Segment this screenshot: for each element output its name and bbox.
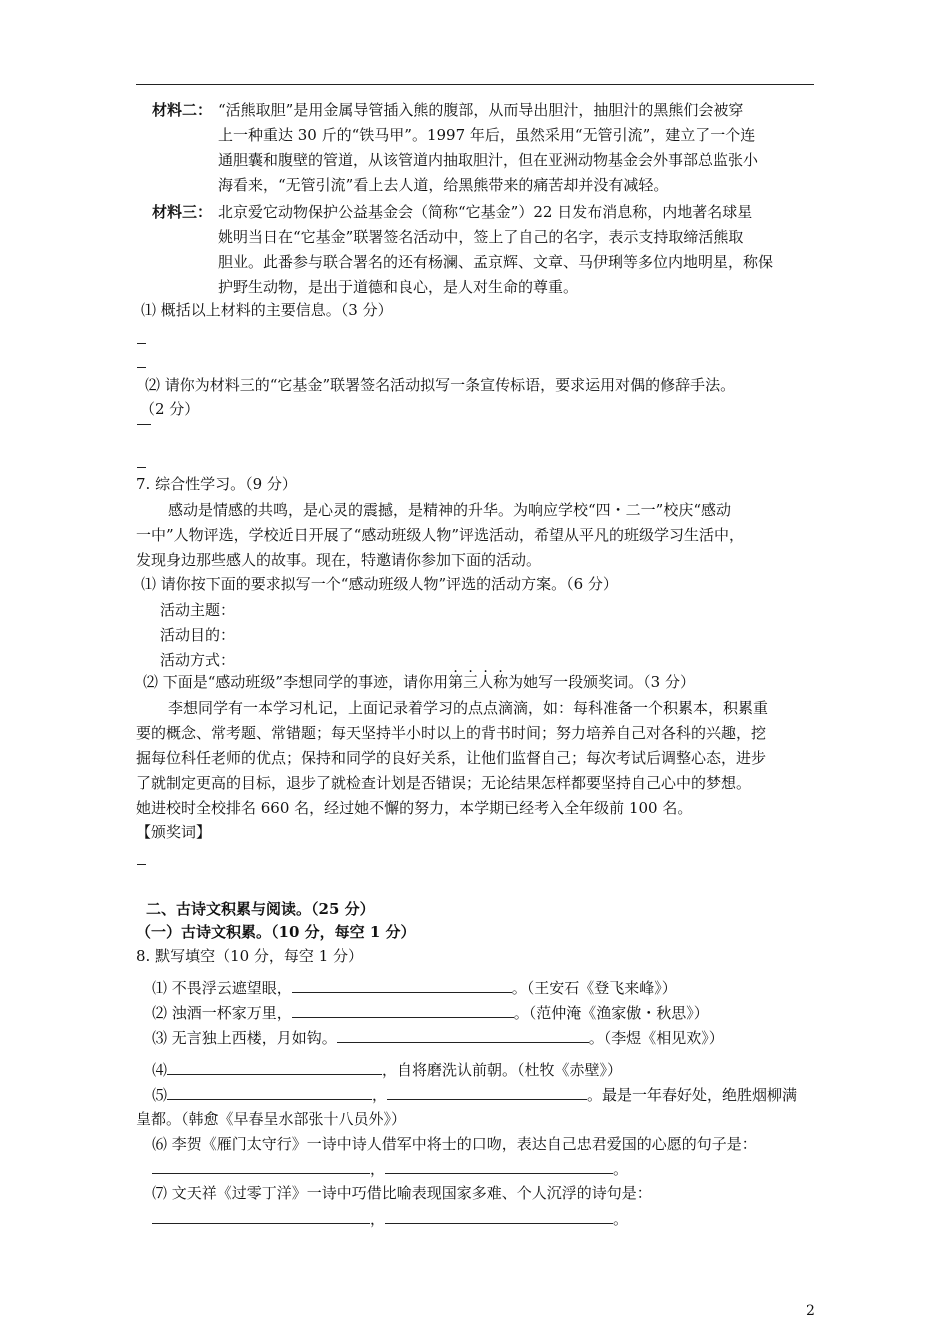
fill-item-6: ⑹ 李贺《雁门太守行》一诗中诗人借军中将士的口吻，表达自己忠君爱国的心愿的句子是： — [152, 1135, 757, 1153]
material2-label: 材料二： — [152, 101, 213, 119]
blank[interactable] — [152, 1209, 370, 1224]
q7-sub2-pre: ⑵ 下面是“感动班级”李想同学的事迹，请你用 — [143, 673, 449, 691]
answer-dash — [137, 367, 146, 368]
q7-sub2-post: 为她写一段颁奖词。（3 分） — [508, 673, 695, 691]
fill-item-4: ⑷ ，自将磨洗认前朝。（杜牧《赤壁》） — [152, 1061, 623, 1079]
q7-sub2-emphasis — [448, 673, 508, 691]
fill-item-6-blanks: ， 。 — [152, 1159, 628, 1179]
fill-item-7: ⑺ 文天祥《过零丁洋》一诗中巧借比喻表现国家多难、个人沉浮的诗句是： — [152, 1184, 652, 1202]
material2-line-4: 海看来，“无管引流”看上去人道，给黑熊带来的痛苦却并没有减轻。 — [218, 176, 669, 194]
q7-sub1: ⑴ 请你按下面的要求拟写一个“感动班级人物”评选的活动方案。（6 分） — [141, 575, 618, 593]
answer-dash — [137, 343, 146, 344]
blank[interactable] — [292, 1003, 514, 1018]
fill-item-3: ⑶ 无言独上西楼，月如钩。 。（李煜《相见欢》） — [152, 1029, 724, 1047]
answer-dash — [137, 864, 146, 865]
fill-item-7-blanks: ， 。 — [152, 1209, 628, 1229]
header-rule — [136, 84, 814, 85]
material2-line-2: 上一种重达 30 斤的“铁马甲”。1997 年后，虽然采用“无管引流”，建立了一个连 — [218, 126, 756, 144]
q7-intro-2: 一中”人物评选，学校近日开展了“感动班级人物”评选活动，希望从平凡的班级学习生活中， — [136, 526, 745, 544]
emphasis-char: 第 — [448, 673, 464, 691]
blank[interactable] — [387, 1085, 587, 1100]
q6-1: ⑴ 概括以上材料的主要信息。（3 分） — [141, 301, 393, 319]
material3-label: 材料三： — [152, 203, 213, 221]
material2-line-1: “活熊取胆”是用金属导管插入熊的腹部，从而导出胆汁，抽胆汁的黑熊们会被穿 — [218, 101, 744, 119]
section2-sub: （一）古诗文积累。（10 分，每空 1 分） — [136, 923, 416, 941]
answer-dash — [137, 424, 151, 425]
activity-method: 活动方式： — [160, 651, 236, 669]
fill-item-5-line2: 皇都。（韩愈《早春呈水部张十八员外》） — [136, 1110, 407, 1128]
page-number: 2 — [806, 1303, 815, 1319]
emphasis-char: 称 — [493, 673, 509, 691]
material2-line-3: 通胆囊和腹壁的管道，从该管道内抽取胆汁，但在亚洲动物基金会外事部总监张小 — [218, 151, 759, 169]
q6-2: ⑵ 请你为材料三的“它基金”联署签名活动拟写一条宣传标语，要求运用对偶的修辞手法。 — [145, 376, 736, 394]
emphasis-char: 人 — [478, 673, 494, 691]
blank[interactable] — [152, 1159, 370, 1174]
blank[interactable] — [167, 1085, 372, 1100]
award-label: 【颁奖词】 — [136, 823, 212, 841]
fill-item-2: ⑵ 浊酒一杯家万里， 。（范仲淹《渔家傲・秋思》） — [152, 1004, 709, 1022]
q8-title: 8. 默写填空（10 分，每空 1 分） — [136, 947, 364, 965]
material3-line-1: 北京爱它动物保护公益基金会（简称“它基金”）22 日发布消息称，内地著名球星 — [218, 203, 753, 221]
fill-item-5: ⑸ ， 。最是一年春好处，绝胜烟柳满 — [152, 1086, 798, 1104]
blank[interactable] — [385, 1209, 613, 1224]
q7-sub2 — [143, 672, 695, 692]
fill-item-1: ⑴ 不畏浮云遮望眼， 。（王安石《登飞来峰》） — [152, 979, 677, 997]
story-line-5: 她进校时全校排名 660 名，经过她不懈的努力，本学期已经考入全年级前 100 名。 — [136, 799, 693, 817]
activity-purpose: 活动目的： — [160, 626, 236, 644]
material3-line-3: 胆业。此番参与联合署名的还有杨澜、孟京辉、文章、马伊琍等多位内地明星，称保 — [218, 253, 774, 271]
q7-title: 7. 综合性学习。（9 分） — [136, 475, 297, 493]
story-line-2: 要的概念、常考题、常错题；每天坚持半小时以上的背书时间；努力培养自己对各科的兴趣，挖 — [136, 724, 767, 742]
story-line-1: 李想同学有一本学习札记，上面记录着学习的点点滴滴，如：每科准备一个积累本，积累重 — [168, 699, 769, 717]
blank[interactable] — [167, 1060, 382, 1075]
q7-intro-1: 感动是情感的共鸣，是心灵的震撼，是精神的升华。为响应学校“四・二一”校庆“感动 — [168, 501, 732, 519]
emphasis-char: 三 — [463, 673, 479, 691]
story-line-4: 了就制定更高的目标，退步了就检查计划是否错误；无论结果怎样都要坚持自己心中的梦想。 — [136, 774, 752, 792]
section2-title: 二、古诗文积累与阅读。（25 分） — [146, 900, 375, 918]
q7-intro-3: 发现身边那些感人的故事。现在，特邀请你参加下面的活动。 — [136, 551, 542, 569]
activity-theme: 活动主题： — [160, 601, 236, 619]
blank[interactable] — [385, 1159, 613, 1174]
q6-2-points: （2 分） — [140, 400, 200, 418]
answer-dash — [137, 467, 146, 468]
story-line-3: 掘每位科任老师的优点；保持和同学的良好关系，让他们监督自己；每次考试后调整心态，进步 — [136, 749, 767, 767]
blank[interactable] — [292, 978, 512, 993]
blank[interactable] — [337, 1028, 589, 1043]
material3-line-4: 护野生动物，是出于道德和良心，是人对生命的尊重。 — [218, 278, 579, 296]
material3-line-2: 姚明当日在“它基金”联署签名活动中，签上了自己的名字，表示支持取缔活熊取 — [218, 228, 744, 246]
